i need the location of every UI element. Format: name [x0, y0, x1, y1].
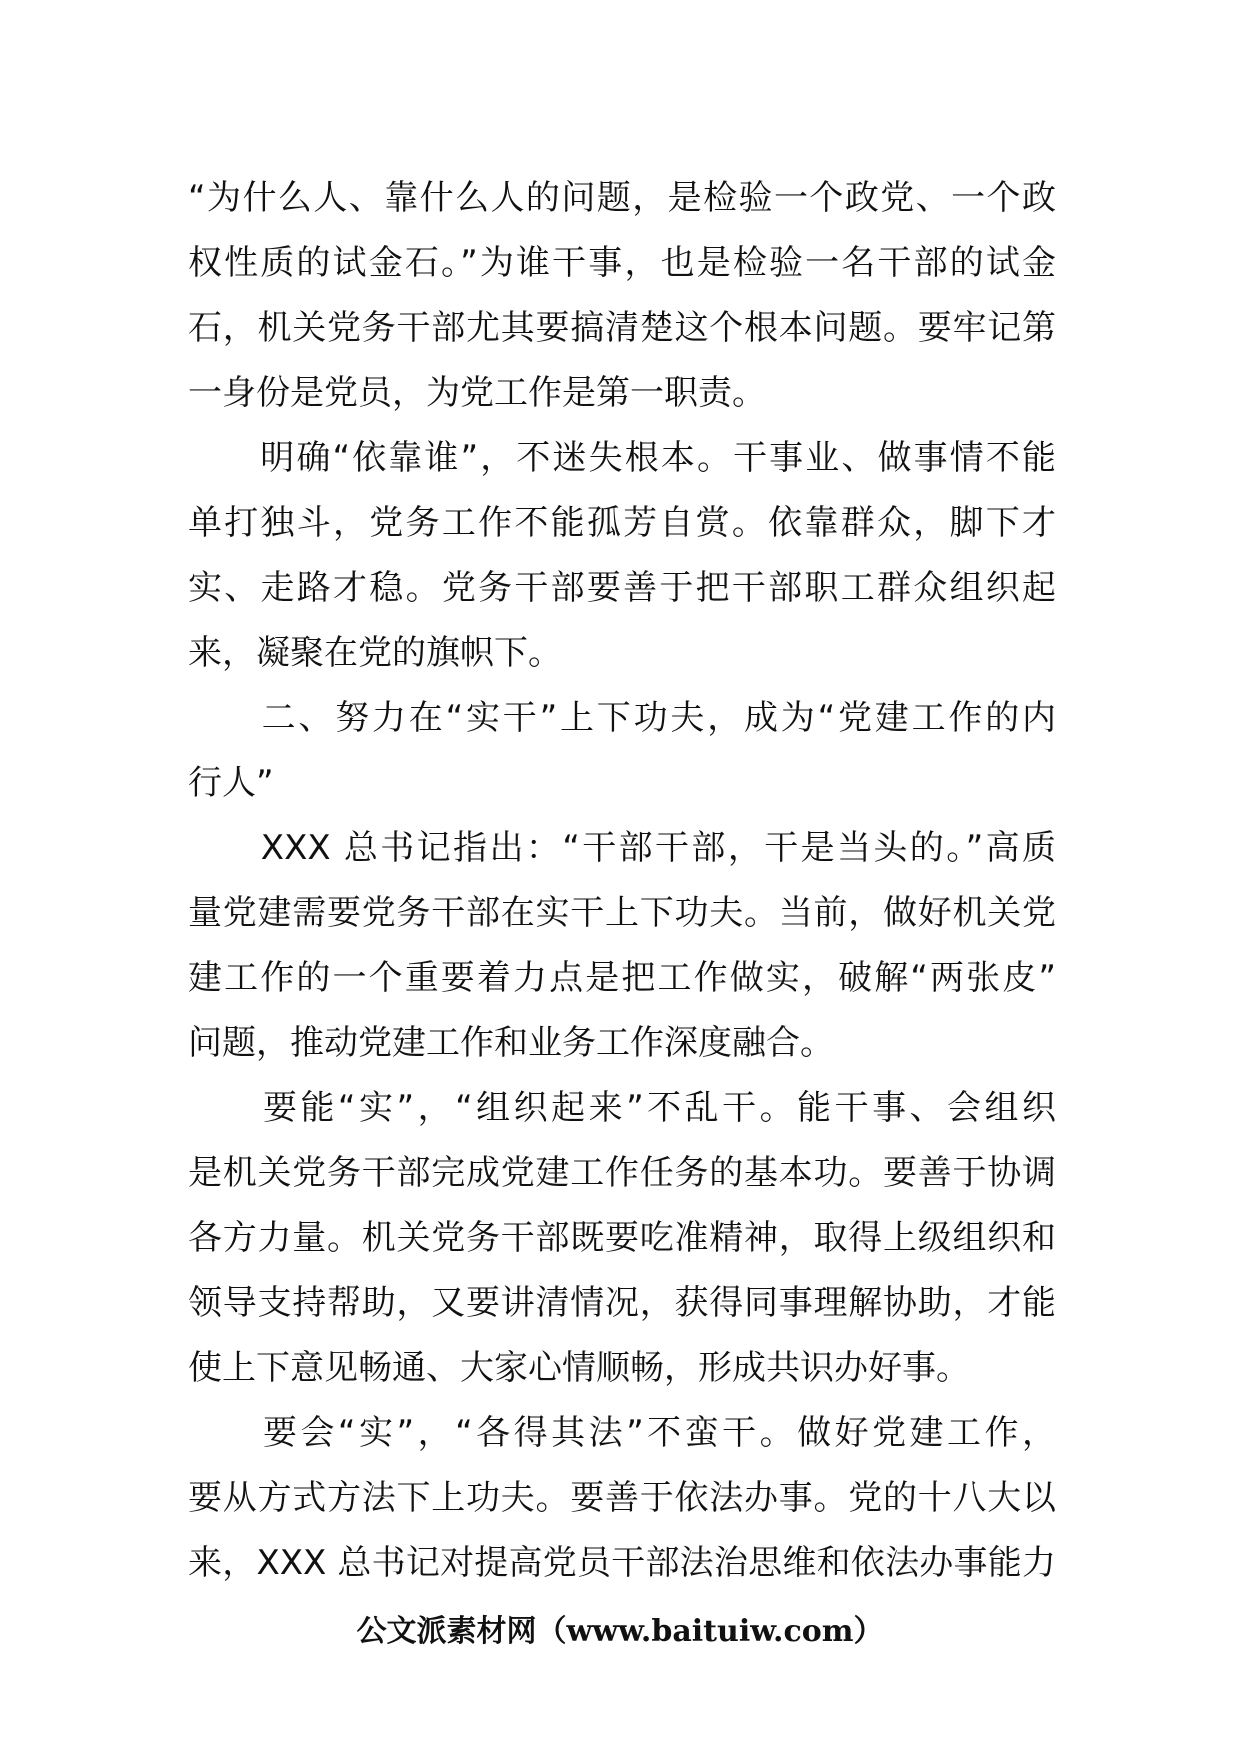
body-text-line: 要从方式方法下上功夫。要善于依法办事。党的十八大以 [188, 1478, 1056, 1518]
body-text-line: 明确“依靠谁”，不迷失根本。干事业、做事情不能 [188, 438, 1056, 478]
body-text-line: 二、努力在“实干”上下功夫，成为“党建工作的内 [188, 698, 1056, 738]
body-text-line: 单打独斗，党务工作不能孤芳自赏。依靠群众，脚下才 [188, 503, 1056, 543]
body-text-line: 权性质的试金石。”为谁干事，也是检验一名干部的试金 [188, 243, 1056, 283]
body-text-line: 石，机关党务干部尤其要搞清楚这个根本问题。要牢记第 [188, 308, 1056, 348]
body-text-line: 是机关党务干部完成党建工作任务的基本功。要善于协调 [188, 1153, 1056, 1193]
body-text-line: 来，XXX 总书记对提高党员干部法治思维和依法办事能力 [188, 1543, 1056, 1583]
body-text-line: XXX 总书记指出：“干部干部，干是当头的。”高质 [188, 828, 1056, 868]
body-text-line: 来，凝聚在党的旗帜下。 [188, 633, 562, 673]
body-text-line: 问题，推动党建工作和业务工作深度融合。 [188, 1023, 834, 1063]
body-text-line: 要能“实”，“组织起来”不乱干。能干事、会组织 [188, 1088, 1056, 1128]
body-text-line: 行人” [188, 763, 274, 803]
body-text-line: “为什么人、靠什么人的问题，是检验一个政党、一个政 [188, 178, 1056, 218]
document-body [188, 166, 1056, 1596]
body-text-line: 领导支持帮助，又要讲清情况，获得同事理解协助，才能 [188, 1283, 1056, 1323]
body-text-line: 各方力量。机关党务干部既要吃准精神，取得上级组织和 [188, 1218, 1056, 1258]
body-text-line: 建工作的一个重要着力点是把工作做实，破解“两张皮” [188, 958, 1056, 998]
body-text-line: 量党建需要党务干部在实干上下功夫。当前，做好机关党 [188, 893, 1056, 933]
body-text-line: 一身份是党员，为党工作是第一职责。 [188, 373, 766, 413]
body-text-line: 要会“实”，“各得其法”不蛮干。做好党建工作， [188, 1413, 1056, 1453]
body-text-line: 实、走路才稳。党务干部要善于把干部职工群众组织起 [188, 568, 1056, 608]
footer-watermark: 公文派素材网（www.baituiw.com） [356, 1614, 884, 1649]
body-text-line: 使上下意见畅通、大家心情顺畅，形成共识办好事。 [188, 1348, 970, 1388]
